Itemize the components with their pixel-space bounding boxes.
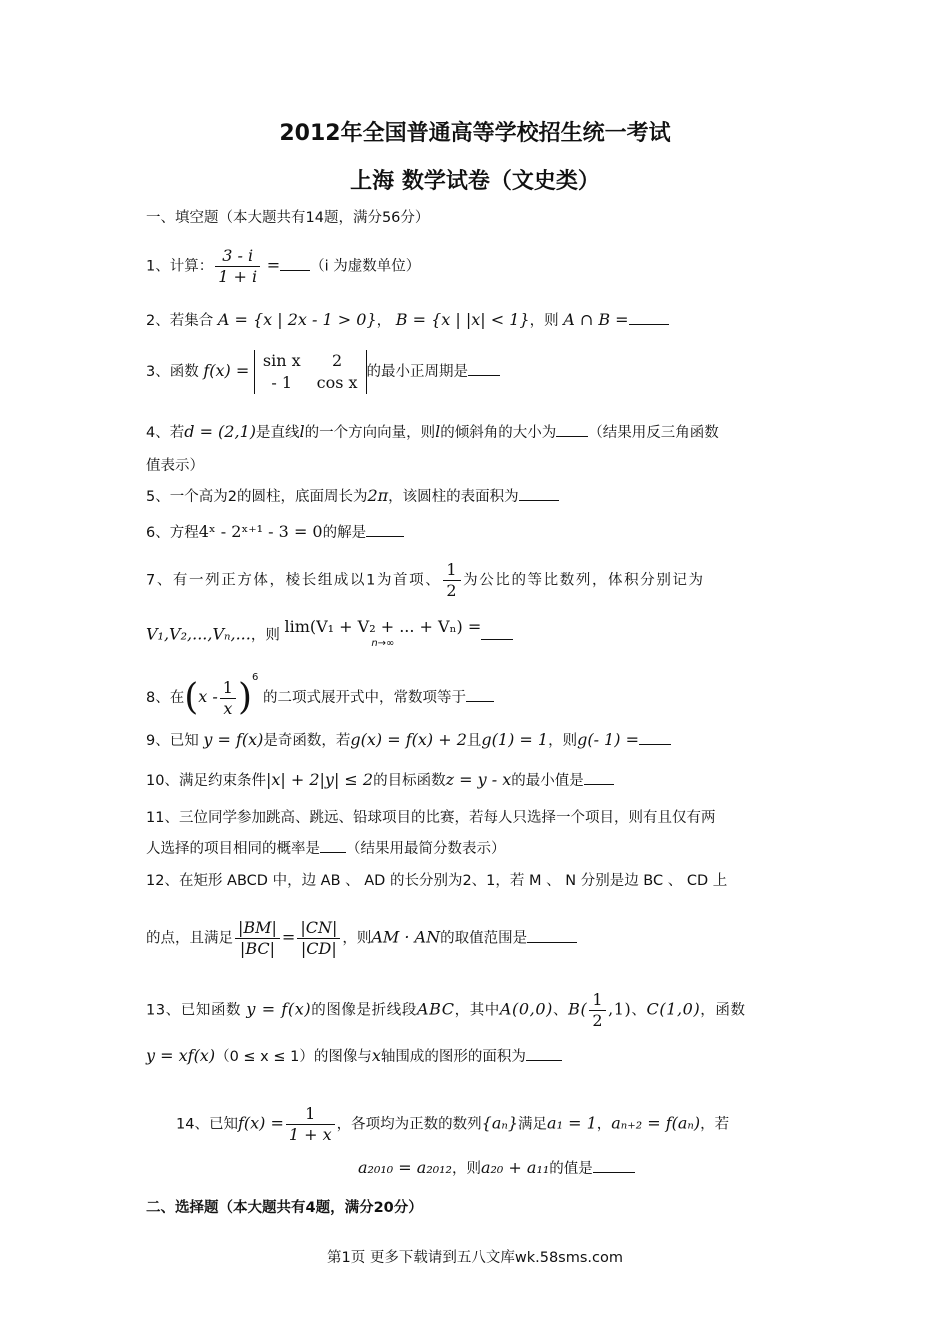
answer-blank — [468, 361, 500, 376]
fraction: $\frac{1}{2}$ — [589, 990, 606, 1031]
question-1: 1、计算： $\frac{3 - i}{1 + i}$ = （i 为虚数单位） — [146, 246, 421, 286]
fraction: $\frac{|BM|}{|BC|}$ — [235, 918, 280, 959]
question-2: 2、若集合 A = {x | 2x - 1 > 0}， B = {x | |x| < 1}，则 A ∩ B = — [146, 310, 812, 331]
question-11-line2: 人选择的项目相同的概率是 （结果用最简分数表示） — [146, 838, 812, 859]
page-footer: 第1页 更多下载请到五八文库wk.58sms.com — [327, 1250, 623, 1266]
answer-blank — [556, 422, 588, 437]
answer-blank — [366, 522, 404, 537]
question-3: 3、函数 f(x) = sin x 2 - 1 cos x的最小正周期是 — [146, 350, 812, 394]
question-4: 4、若d = (2,1)是直线l的一个方向向量，则l的倾斜角的大小为 （结果用反三角函数 — [146, 422, 719, 441]
answer-blank — [526, 1046, 562, 1061]
answer-blank — [629, 310, 669, 325]
fraction: $\frac{1}{2}$ — [443, 560, 461, 601]
answer-blank — [527, 928, 577, 943]
question-14: 14、已知f(x) = $\frac{1}{1 + x}$ ，各项均为正数的数列{aₙ}满足a₁ = 1，aₙ₊₂ = f(aₙ)，若 — [176, 1104, 730, 1144]
section-1-heading: 一、填空题（本大题共有14题，满分56分） — [146, 210, 430, 226]
question-4-line2: 值表示） — [146, 458, 204, 474]
question-10: 10、满足约束条件|x| + 2|y| ≤ 2的目标函数z = y - x的最小值是 — [146, 770, 812, 791]
question-7-line2: V₁,V₂,...,Vₙ,...，则 lim(V₁ + V₂ + ... + Vₙ) = n→∞ — [146, 620, 812, 651]
question-5: 5、一个高为2的圆柱，底面周长为2π，该圆柱的表面积为 — [146, 486, 812, 507]
question-13: 13、已知函数 y = f(x)的图像是折线段ABC，其中A(0,0)、B( $\frac{1}{2}$ ,1)、C(1,0)，函数 — [146, 990, 746, 1030]
answer-blank — [481, 625, 513, 640]
answer-blank — [593, 1158, 635, 1173]
question-6: 6、方程4ˣ - 2ˣ⁺¹ - 3 = 0的解是 — [146, 522, 812, 543]
answer-blank — [466, 687, 494, 702]
answer-blank — [584, 770, 614, 785]
fraction: $\frac{1}{x}$ — [220, 678, 236, 719]
answer-blank — [280, 256, 310, 271]
section-2-heading: 二、选择题（本大题共有4题，满分20分） — [146, 1200, 423, 1216]
question-9: 9、已知 y = f(x)是奇函数，若g(x) = f(x) + 2且g(1) = 1，则g(- 1) = — [146, 730, 812, 751]
question-14-line2: a₂₀₁₀ = a₂₀₁₂，则a₂₀ + a₁₁的值是 — [358, 1158, 950, 1179]
exam-title: 2012年全国普通高等学校招生统一考试 — [279, 121, 671, 146]
fraction: $\frac{|CN|}{|CD|}$ — [297, 918, 340, 959]
answer-blank — [639, 730, 671, 745]
limit-expression: lim(V₁ + V₂ + ... + Vₙ) = n→∞ — [284, 617, 482, 649]
determinant: sin x 2 - 1 cos x — [254, 350, 367, 394]
exam-subtitle: 上海 数学试卷（文史类） — [350, 169, 600, 194]
question-8: 8、在(x - $\frac{1}{x}$ )$^6$ 的二项式展开式中，常数项等于 — [146, 668, 812, 719]
question-7: 7、有一列正方体，棱长组成以1为首项、 $\frac{1}{2}$ 为公比的等比数列，体积分别记为 — [146, 560, 705, 600]
fraction: $\frac{1}{1 + x}$ — [286, 1104, 335, 1145]
question-12: 12、在矩形 ABCD 中，边 AB 、 AD 的长分别为2、1，若 M 、 N 分别是边 BC 、 CD 上 — [146, 873, 728, 889]
answer-blank — [519, 486, 559, 501]
fraction: $\frac{3 - i}{1 + i}$ — [215, 246, 260, 287]
question-12-line2: 的点，且满足 $\frac{|BM|}{|BC|}$ = $\frac{|CN|}{|CD|}$ ，则AM · AN的取值范围是 — [146, 918, 812, 959]
question-13-line2: y = xf(x)（0 ≤ x ≤ 1）的图像与x轴围成的图形的面积为 — [146, 1046, 812, 1067]
answer-blank — [320, 838, 346, 853]
question-11: 11、三位同学参加跳高、跳远、铅球项目的比赛，若每人只选择一个项目，则有且仅有两 — [146, 810, 716, 826]
